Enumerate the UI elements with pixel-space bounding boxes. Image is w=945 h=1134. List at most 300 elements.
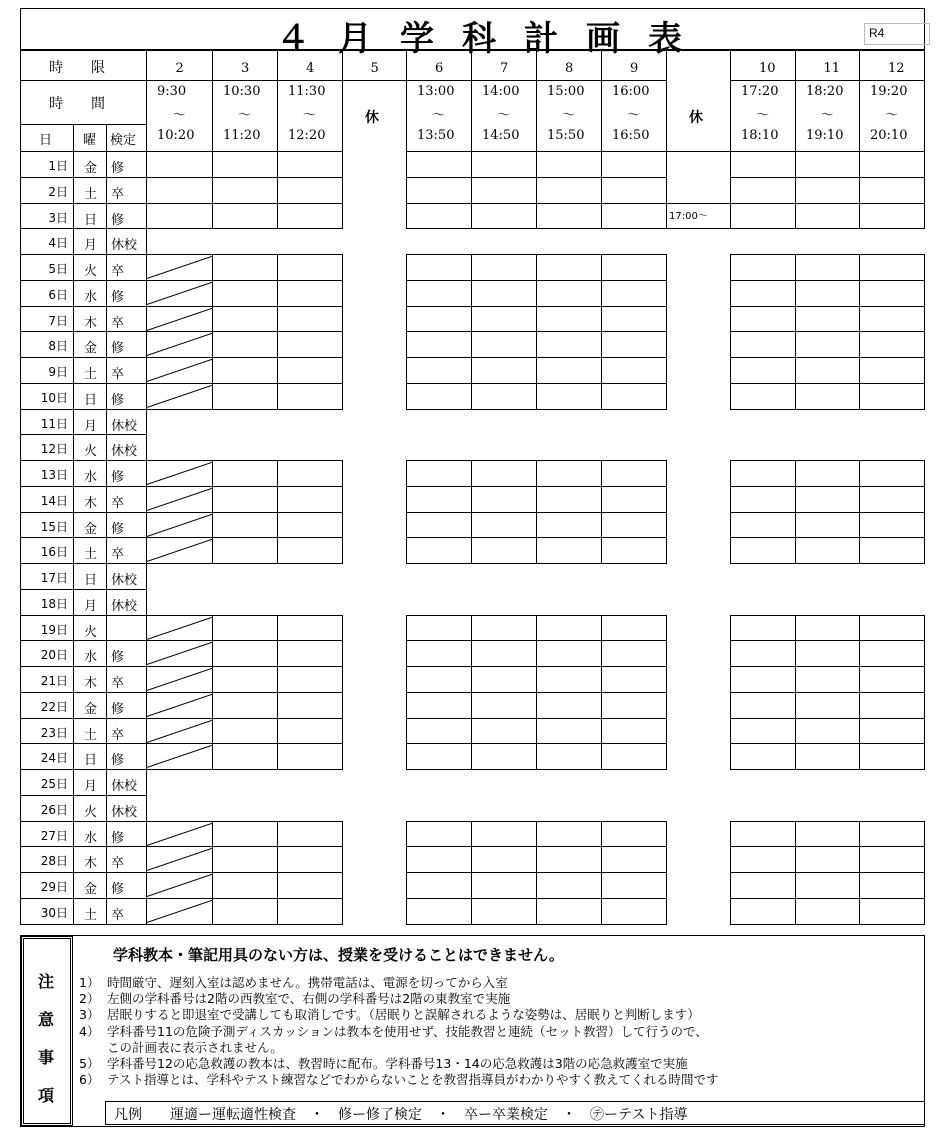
schedule-cell [795,666,860,693]
dow-text: 火 [84,264,98,279]
row-dow [73,228,107,255]
diagonal-slash [146,846,213,873]
day-text: 27日 [40,828,68,843]
note-text: テスト指導とは、学科やテスト練習などでわからないことを教習指導員がわかりやすく教えてくれる時間です [107,1072,719,1088]
schedule-cell [795,718,860,745]
schedule-cell [406,203,472,230]
day-text: 3日 [48,210,68,225]
dow-text: 金 [84,341,98,357]
schedule-cell [730,177,796,204]
dow-text: 水 [84,470,98,485]
dow-text: 日 [84,392,98,408]
schedule-cell [406,331,472,358]
dow-text: 木 [84,676,98,691]
schedule-cell [277,615,343,642]
end-time: 13:50 [417,128,455,143]
schedule-cell [471,254,537,281]
schedule-cell [471,718,537,745]
schedule-cell [795,177,860,204]
row-day [20,537,74,564]
row-kentei [106,872,147,899]
schedule-cell [277,486,343,513]
row-kentei [106,203,147,230]
row-kentei [106,898,147,925]
schedule-cell [795,357,860,384]
schedule-cell [146,821,213,848]
header-jikan [20,80,147,125]
end-time: 19:10 [806,128,844,143]
schedule-cell [795,383,860,410]
row-kentei [106,769,147,796]
header-time [536,80,602,152]
schedule-cell [471,821,537,848]
schedule-cell [212,666,278,693]
schedule-cell [146,151,213,178]
schedule-cell [406,486,472,513]
schedule-cell [795,151,860,178]
header-time [406,80,472,152]
day-text: 1日 [48,159,68,173]
tilde: ～ [885,108,899,123]
day-label: 日 [39,133,53,148]
kentei-text: 修 [111,882,125,897]
schedule-cell [277,872,343,899]
diagonal-slash [146,512,213,539]
row-kentei [106,589,147,616]
dow-text: 水 [84,289,98,305]
schedule-cell [730,846,796,873]
schedule-cell [859,846,925,873]
dow-text: 土 [84,727,98,743]
notes-side-char: 注 [38,972,55,991]
day-text: 11日 [40,416,68,431]
schedule-cell [471,151,537,178]
day-text: 26日 [40,802,68,817]
row-day [20,331,74,358]
diagonal-slash [146,486,213,513]
schedule-cell [406,280,472,307]
page-title: ４月学科計画表 [276,19,710,59]
row-kentei [106,383,147,410]
dow-text: 火 [84,804,98,820]
schedule-cell [146,177,213,204]
row-day [20,306,74,333]
header-time [146,80,213,152]
schedule-cell [859,177,925,204]
start-time: 11:30 [288,84,326,99]
schedule-cell [212,846,278,873]
schedule-cell [212,743,278,770]
header-jigen [20,50,147,81]
schedule-cell [277,151,343,178]
schedule-cell [859,254,925,281]
kentei-text: 休校 [111,238,138,254]
diagonal-slash [146,537,213,564]
row-dow [73,512,107,539]
schedule-cell [212,615,278,642]
schedule-cell [536,821,602,848]
row-day [20,563,74,590]
header-period [795,50,860,81]
header-time [795,80,860,152]
schedule-cell [795,203,860,230]
day-text: 23日 [40,725,68,740]
schedule-cell [536,537,602,564]
schedule-cell [601,280,667,307]
end-time: 18:10 [741,128,779,143]
diagonal-slash [146,898,213,925]
tilde: ～ [627,108,641,123]
schedule-cell [859,718,925,745]
note-text: 時間厳守、遅刻入室は認めません。携帯電話は、電源を切ってから入室 [107,975,508,990]
schedule-cell [277,203,343,230]
tilde: ～ [497,108,511,123]
header-period [342,50,407,81]
schedule-cell [277,254,343,281]
day-text: 4日 [48,236,68,251]
schedule-cell [146,306,213,333]
diagonal-slash [146,640,213,667]
row-day [20,640,74,667]
schedule-cell [601,383,667,410]
note-number: 3） [79,1007,100,1023]
dow-text: 月 [84,598,98,614]
day-text: 10日 [40,390,68,405]
row-day [20,228,74,255]
header-period [146,50,213,81]
schedule-cell [859,640,925,667]
header-period [536,50,602,81]
schedule-cell [601,151,667,178]
row-kentei [106,228,147,255]
schedule-cell [471,203,537,230]
diagonal-slash [146,692,213,719]
row-dow [73,486,107,513]
day-text: 9日 [48,365,68,379]
schedule-cell [601,666,667,693]
day-text: 25日 [40,777,68,791]
kentei-text: 修 [111,521,125,537]
schedule-cell [212,640,278,667]
schedule-cell [277,537,343,564]
kentei-text: 卒 [111,907,125,923]
diagonal-slash [146,718,213,745]
schedule-cell [795,846,860,873]
dow-text: 土 [84,367,98,382]
kentei-text: 修 [111,753,125,769]
schedule-cell [471,666,537,693]
dow-text: 金 [84,882,98,897]
schedule-cell [795,615,860,642]
dow-text: 木 [84,495,98,511]
period-number: 5 [370,61,379,76]
schedule-cell [536,203,602,230]
row-kentei [106,306,147,333]
legend: 凡例 運適ー運転適性検査 ・ 修ー修了検定 ・ 卒ー卒業検定 ・ ㋢ーテスト指導 [105,1101,925,1125]
schedule-cell [536,743,602,770]
kentei-text: 卒 [111,264,125,279]
dow-text: 金 [84,161,98,176]
schedule-cell [471,486,537,513]
row-day [20,512,74,539]
kentei-text: 卒 [111,856,125,872]
start-time: 18:20 [806,84,844,99]
schedule-cell [859,151,925,178]
schedule-cell [601,177,667,204]
schedule-cell [730,692,796,719]
schedule-cell [277,666,343,693]
note-text: 学科番号11の危険予測ディスカッションは教本を使用せず、技能教習と連続（セット教習）して行うので、 [107,1023,708,1039]
schedule-cell [730,743,796,770]
diagonal-slash [146,872,213,899]
dow-text: 土 [84,547,98,563]
schedule-cell [730,537,796,564]
schedule-cell [471,460,537,487]
notes-side-char: 項 [38,1086,55,1105]
kentei-text: 卒 [111,186,125,202]
schedule-cell [471,846,537,873]
schedule-cell [146,718,213,745]
header-period [471,50,537,81]
schedule-cell [536,306,602,333]
row-dow [73,280,107,307]
row-kentei [106,357,147,384]
schedule-cell [146,666,213,693]
row-kentei [106,177,147,204]
schedule-cell [471,640,537,667]
kentei-text: 修 [111,392,125,408]
schedule-cell [795,460,860,487]
header-time [730,80,796,152]
schedule-cell [471,872,537,899]
note-number: 4） [79,1023,100,1039]
row-kentei [106,640,147,667]
schedule-cell [795,692,860,719]
schedule-cell [601,821,667,848]
schedule-cell [859,666,925,693]
start-time: 17:20 [741,84,779,99]
schedule-cell [212,821,278,848]
row-dow [73,718,107,745]
day-text: 16日 [40,545,68,560]
kentei-text: 修 [111,161,125,176]
notes-side-char: 意 [38,1010,55,1029]
start-time: 15:00 [547,84,585,99]
end-time: 10:20 [157,128,195,143]
schedule-cell [859,537,925,564]
schedule-cell [277,898,343,925]
row-day [20,383,74,410]
row-kentei [106,666,147,693]
schedule-cell [212,692,278,719]
row-dow [73,177,107,204]
schedule-cell [730,898,796,925]
schedule-cell [859,872,925,899]
row-day [20,434,74,461]
schedule-cell [795,537,860,564]
schedule-cell [601,254,667,281]
start-1700-cell [666,203,731,230]
diagonal-slash [146,666,213,693]
row-kentei [106,512,147,539]
notes-side-char: 事 [38,1048,55,1067]
header-time [212,80,278,152]
schedule-cell [212,718,278,745]
schedule-cell [212,177,278,204]
schedule-cell [795,280,860,307]
row-kentei [106,795,147,822]
header-dow [73,124,107,152]
schedule-cell [212,306,278,333]
start-time: 14:00 [482,84,520,99]
schedule-cell [212,280,278,307]
day-text: 13日 [40,468,68,482]
dow-text: 水 [84,650,98,666]
day-text: 17日 [40,571,68,585]
day-text: 7日 [48,313,68,328]
schedule-cell [601,692,667,719]
schedule-cell [601,846,667,873]
row-kentei [106,409,147,436]
kentei-text: 修 [111,701,125,717]
schedule-cell [146,203,213,230]
end-time: 12:20 [288,128,326,143]
kentei-text: 休校 [111,418,138,434]
dow-text: 月 [84,779,98,794]
schedule-cell [146,357,213,384]
tilde: ～ [432,108,446,123]
schedule-cell [859,331,925,358]
diagonal-slash [146,460,213,487]
row-day [20,718,74,745]
schedule-cell [212,254,278,281]
schedule-cell [406,512,472,539]
schedule-cell [795,254,860,281]
schedule-cell [212,151,278,178]
row-kentei [106,743,147,770]
schedule-cell [601,331,667,358]
day-text: 8日 [48,339,68,354]
schedule-cell [146,512,213,539]
schedule-cell [146,254,213,281]
schedule-cell [406,306,472,333]
day-text: 15日 [40,519,68,534]
schedule-cell [406,821,472,848]
schedule-cell [406,383,472,410]
schedule-cell [859,692,925,719]
schedule-cell [277,280,343,307]
schedule-cell [406,846,472,873]
row-day [20,769,74,796]
row-dow [73,821,107,848]
schedule-cell [406,872,472,899]
kentei-text: 卒 [111,727,125,743]
diagonal-slash [146,254,213,281]
schedule-cell [471,615,537,642]
schedule-cell [601,537,667,564]
row-day [20,589,74,616]
schedule-cell [406,460,472,487]
tilde: ～ [562,108,576,123]
schedule-cell [536,512,602,539]
schedule-cell [536,615,602,642]
schedule-cell [859,460,925,487]
schedule-cell [212,872,278,899]
row-day [20,666,74,693]
schedule-cell [536,357,602,384]
schedule-cell [795,512,860,539]
row-dow [73,692,107,719]
kentei-text: 修 [111,212,125,228]
row-dow [73,795,107,822]
row-day [20,872,74,899]
kentei-text: 卒 [111,676,125,691]
schedule-cell [859,383,925,410]
schedule-cell [859,357,925,384]
row-dow [73,872,107,899]
period-number: 11 [823,61,841,76]
schedule-cell [212,203,278,230]
kentei-text: 修 [111,830,125,846]
diagonal-slash [146,357,213,384]
schedule-cell [471,331,537,358]
schedule-cell [471,743,537,770]
schedule-cell [277,460,343,487]
dow-text: 火 [84,624,98,640]
schedule-cell [146,743,213,770]
dow-text: 日 [84,753,98,769]
day-text: 21日 [40,674,68,688]
day-text: 22日 [40,699,68,714]
schedule-cell [536,383,602,410]
end-time: 20:10 [870,128,908,143]
tilde: ～ [172,108,186,123]
schedule-cell [212,512,278,539]
jikan-label: 時 間 [49,96,105,112]
schedule-cell [406,177,472,204]
schedule-cell [601,203,667,230]
schedule-cell [730,306,796,333]
row-dow [73,383,107,410]
row-dow [73,615,107,642]
schedule-cell [730,640,796,667]
schedule-cell [730,203,796,230]
kentei-text: 卒 [111,495,125,511]
schedule-cell [146,460,213,487]
schedule-cell [536,846,602,873]
schedule-cell [601,357,667,384]
kentei-text: 修 [111,650,125,666]
schedule-cell [277,692,343,719]
header-period [212,50,278,81]
period-number: 10 [759,61,776,76]
period-number: 4 [306,61,315,76]
schedule-cell [601,486,667,513]
schedule-cell [146,486,213,513]
dow-text: 木 [84,856,98,872]
diagonal-slash [146,615,213,642]
schedule-cell [795,640,860,667]
schedule-cell [406,254,472,281]
start-time: 13:00 [417,84,455,99]
rest-label: 休 [365,110,379,126]
schedule-cell [730,718,796,745]
dow-text: 月 [84,418,98,434]
row-day [20,615,74,642]
dow-text: 月 [84,238,98,254]
schedule-cell [859,203,925,230]
day-text: 12日 [40,442,68,457]
